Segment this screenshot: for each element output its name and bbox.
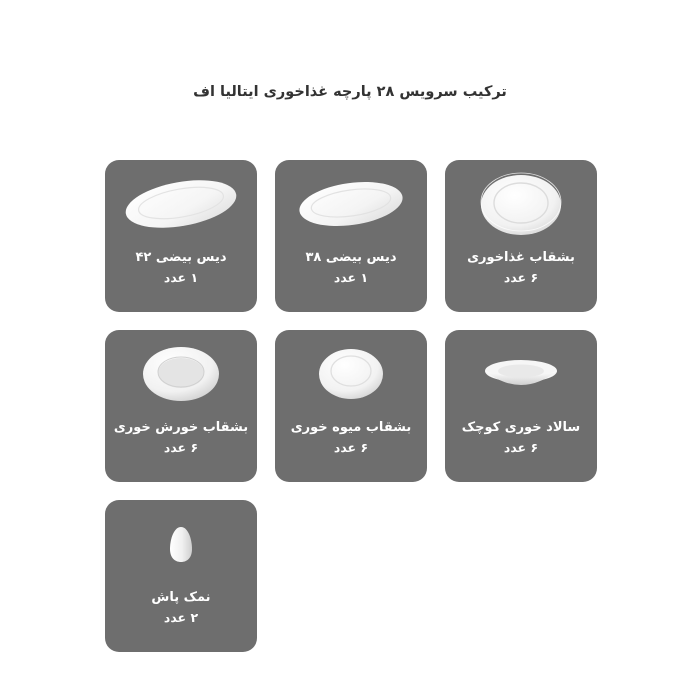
oval-platter-38-icon [275,160,427,248]
fruit-plate-icon [275,330,427,418]
item-name: دیس بیضی ۴۲ [135,250,227,265]
item-qty: ۶ عدد [503,440,539,456]
salt-shaker-icon [105,500,257,588]
item-caption [445,418,597,458]
item-card-small-salad-bowl[interactable] [445,330,597,482]
item-qty: ۶ عدد [333,440,369,456]
dinner-plate-icon [445,160,597,248]
item-qty: ۱ عدد [163,270,199,286]
item-card-salt-shaker[interactable] [105,500,257,652]
item-name: بشقاب غذاخوری [467,250,575,265]
item-caption [275,248,427,288]
item-name: سالاد خوری کوچک [461,420,581,435]
stew-bowl-icon [105,330,257,418]
item-caption [105,248,257,288]
item-caption [105,418,257,458]
small-salad-bowl-icon [445,330,597,418]
page-title: ترکیب سرویس ۲۸ پارچه غذاخوری ایتالیا اف [193,84,507,100]
item-card-dinner-plate[interactable] [445,160,597,312]
item-name: بشقاب میوه خوری [290,420,412,435]
item-qty: ۶ عدد [503,270,539,286]
items-grid [103,160,597,652]
item-card-oval-platter-38[interactable] [275,160,427,312]
item-card-stew-bowl[interactable] [105,330,257,482]
item-caption [275,418,427,458]
item-caption [445,248,597,288]
item-qty: ۶ عدد [163,440,199,456]
item-name: دیس بیضی ۳۸ [305,250,397,265]
item-qty: ۲ عدد [163,610,199,626]
item-card-fruit-plate[interactable] [275,330,427,482]
item-qty: ۱ عدد [333,270,369,286]
item-name: بشقاب خورش خوری [113,420,249,435]
item-name: نمک پاش [151,590,211,605]
item-caption [105,588,257,628]
item-card-oval-platter-42[interactable] [105,160,257,312]
oval-platter-42-icon [105,160,257,248]
